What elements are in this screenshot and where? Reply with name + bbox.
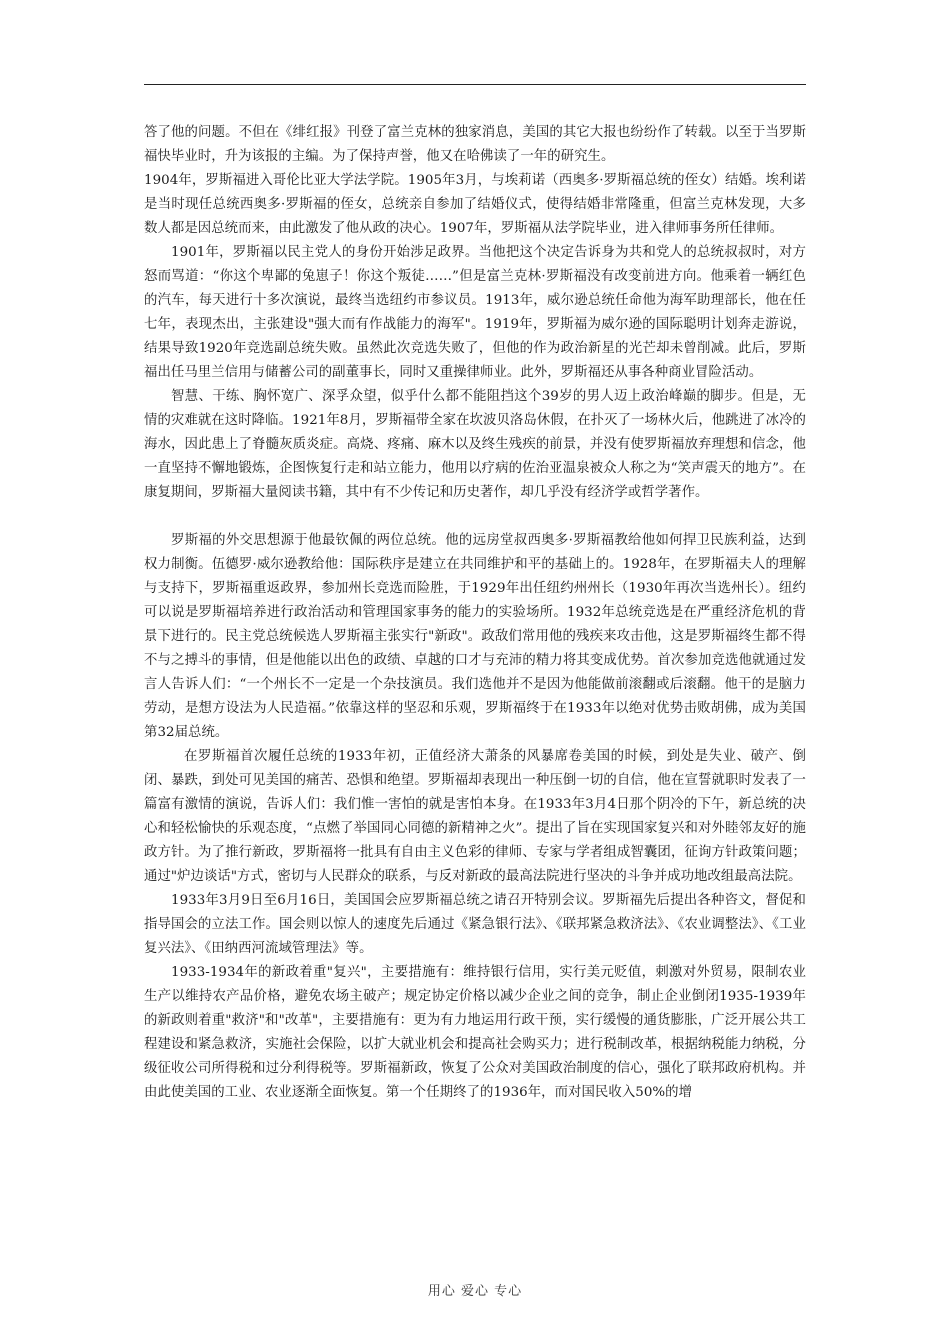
document-body: [144, 121, 806, 1105]
paragraph-2: 1904年，罗斯福进入哥伦比亚大学法学院。1905年3月，与埃莉诺（西奥多·罗斯福总统的侄女）结婚。埃利诺是当时现任总统西奥多·罗斯福的侄女，总统亲自参加了结婚仪式，使得结婚非常隆重，但富兰克林发现，大多数人都是因总统而来，由此激发了他从政的决心。1907年，罗斯福从法学院毕业，进入律师事务所任律师。: [144, 173, 806, 236]
paragraph-spacer: [144, 505, 806, 529]
paragraph-1: 答了他的问题。不但在《绯红报》刊登了富兰克林的独家消息，美国的其它大报也纷纷作了转载。以至于当罗斯福快毕业时，升为该报的主编。为了保持声誉，他又在哈佛读了一年的研究生。: [144, 125, 806, 164]
paragraph-4: 智慧、干练、胸怀宽广、深孚众望，似乎什么都不能阻挡这个39岁的男人迈上政治峰巅的脚步。但是，无情的灾难就在这时降临。1921年8月，罗斯福带全家在坎波贝洛岛休假，在扑灭了一场林火后，他跳进了冰冷的海水，因此患上了脊髓灰质炎症。高烧、疼痛、麻木以及终生残疾的前景，并没有使罗斯福放弃理想和信念，他一直坚持不懈地锻炼，企图恢复行走和站立能力，他用以疗病的佐治亚温泉被众人称之为“笑声震天的地方”。在康复期间，罗斯福大量阅读书籍，其中有不少传记和历史著作，却几乎没有经济学或哲学著作。: [144, 389, 806, 500]
paragraph-8: 1933-1934年的新政着重"复兴"，主要措施有：维持银行信用，实行美元贬值，刺激对外贸易，限制农业生产以维持农产品价格，避免农场主破产；规定协定价格以减少企业之间的竞争，制止企业倒闭1935-1939年的新政则着重"救济"和"改革"，主要措施有：更为有力地运用行政干预，实行缓慢的通货膨胀，广泛开展公共工程建设和紧急救济，实施社会保险，以扩大就业机会和提高社会购买力；进行税制改革，根据纳税能力纳税，分级征收公司所得税和过分利得税等。罗斯福新政，恢复了公众对美国政治制度的信心，强化了联邦政府机构。并由此使美国的工业、农业逐渐全面恢复。第一个任期终了的1936年，而对国民收入50%的增: [144, 965, 806, 1100]
paragraph-6: 在罗斯福首次履任总统的1933年初，正值经济大萧条的风暴席卷美国的时候，到处是失业、破产、倒闭、暴跌，到处可见美国的痛苦、恐惧和绝望。罗斯福却表现出一种压倒一切的自信，他在宣誓就职时发表了一篇富有激情的演说，告诉人们：我们惟一害怕的就是害怕本身。在1933年3月4日那个阴冷的下午，新总统的决心和轻松愉快的乐观态度，“点燃了举国同心同德的新精神之火”。提出了旨在实现国家复兴和对外睦邻友好的施政方针。为了推行新政，罗斯福将一批具有自由主义色彩的律师、专家与学者组成智囊团，征询方针政策问题；通过"炉边谈话"方式，密切与人民群众的联系，与反对新政的最高法院进行坚决的斗争并成功地改组最高法院。: [144, 749, 806, 884]
paragraph-3: 1901年，罗斯福以民主党人的身份开始涉足政界。当他把这个决定告诉身为共和党人的总统叔叔时，对方怒而骂道：“你这个卑鄙的兔崽子！你这个叛徒……”但是富兰克林·罗斯福没有改变前进方向。他乘着一辆红色的汽车，每天进行十多次演说，最终当选纽约市参议员。1913年，威尔逊总统任命他为海军助理部长，他在任七年，表现杰出，主张建设"强大而有作战能力的海军"。1919年，罗斯福为威尔逊的国际聪明计划奔走游说，结果导致1920年竞选副总统失败。虽然此次竞选失败了，但他的作为政治新星的光芒却未曾削减。此后，罗斯福出任马里兰信用与储蓄公司的副董事长，同时又重操律师业。此外，罗斯福还从事各种商业冒险活动。: [144, 245, 806, 380]
header-rule: [144, 84, 806, 85]
paragraph-5: 罗斯福的外交思想源于他最钦佩的两位总统。他的远房堂叔西奥多·罗斯福教给他如何捍卫民族利益，达到权力制衡。伍德罗·威尔逊教给他：国际秩序是建立在共同维护和平的基础上的。1928年，在罗斯福夫人的理解与支持下，罗斯福重返政界，参加州长竞选而险胜，于1929年出任纽约州州长（1930年再次当选州长）。纽约可以说是罗斯福培养进行政治活动和管理国家事务的能力的实验场所。1932年总统竞选是在严重经济危机的背景下进行的。民主党总统候选人罗斯福主张实行"新政"。政敌们常用他的残疾来攻击他，这是罗斯福终生都不得不与之搏斗的事情，但是他能以出色的政绩、卓越的口才与充沛的精力将其变成优势。首次参加竞选他就通过发言人告诉人们：“一个州长不一定是一个杂技演员。我们选他并不是因为他能做前滚翻或后滚翻。他干的是脑力劳动，是想方设法为人民造福。”依靠这样的坚忍和乐观，罗斯福终于在1933年以绝对优势击败胡佛，成为美国第32届总统。: [144, 533, 806, 740]
page-footer: 用心 爱心 专心: [427, 1284, 523, 1299]
paragraph-7: 1933年3月9日至6月16日，美国国会应罗斯福总统之请召开特别会议。罗斯福先后提出各种咨文，督促和指导国会的立法工作。国会则以惊人的速度先后通过《紧急银行法》、《联邦紧急救济法》、《农业调整法》、《工业复兴法》、《田纳西河流域管理法》等。: [144, 893, 806, 956]
